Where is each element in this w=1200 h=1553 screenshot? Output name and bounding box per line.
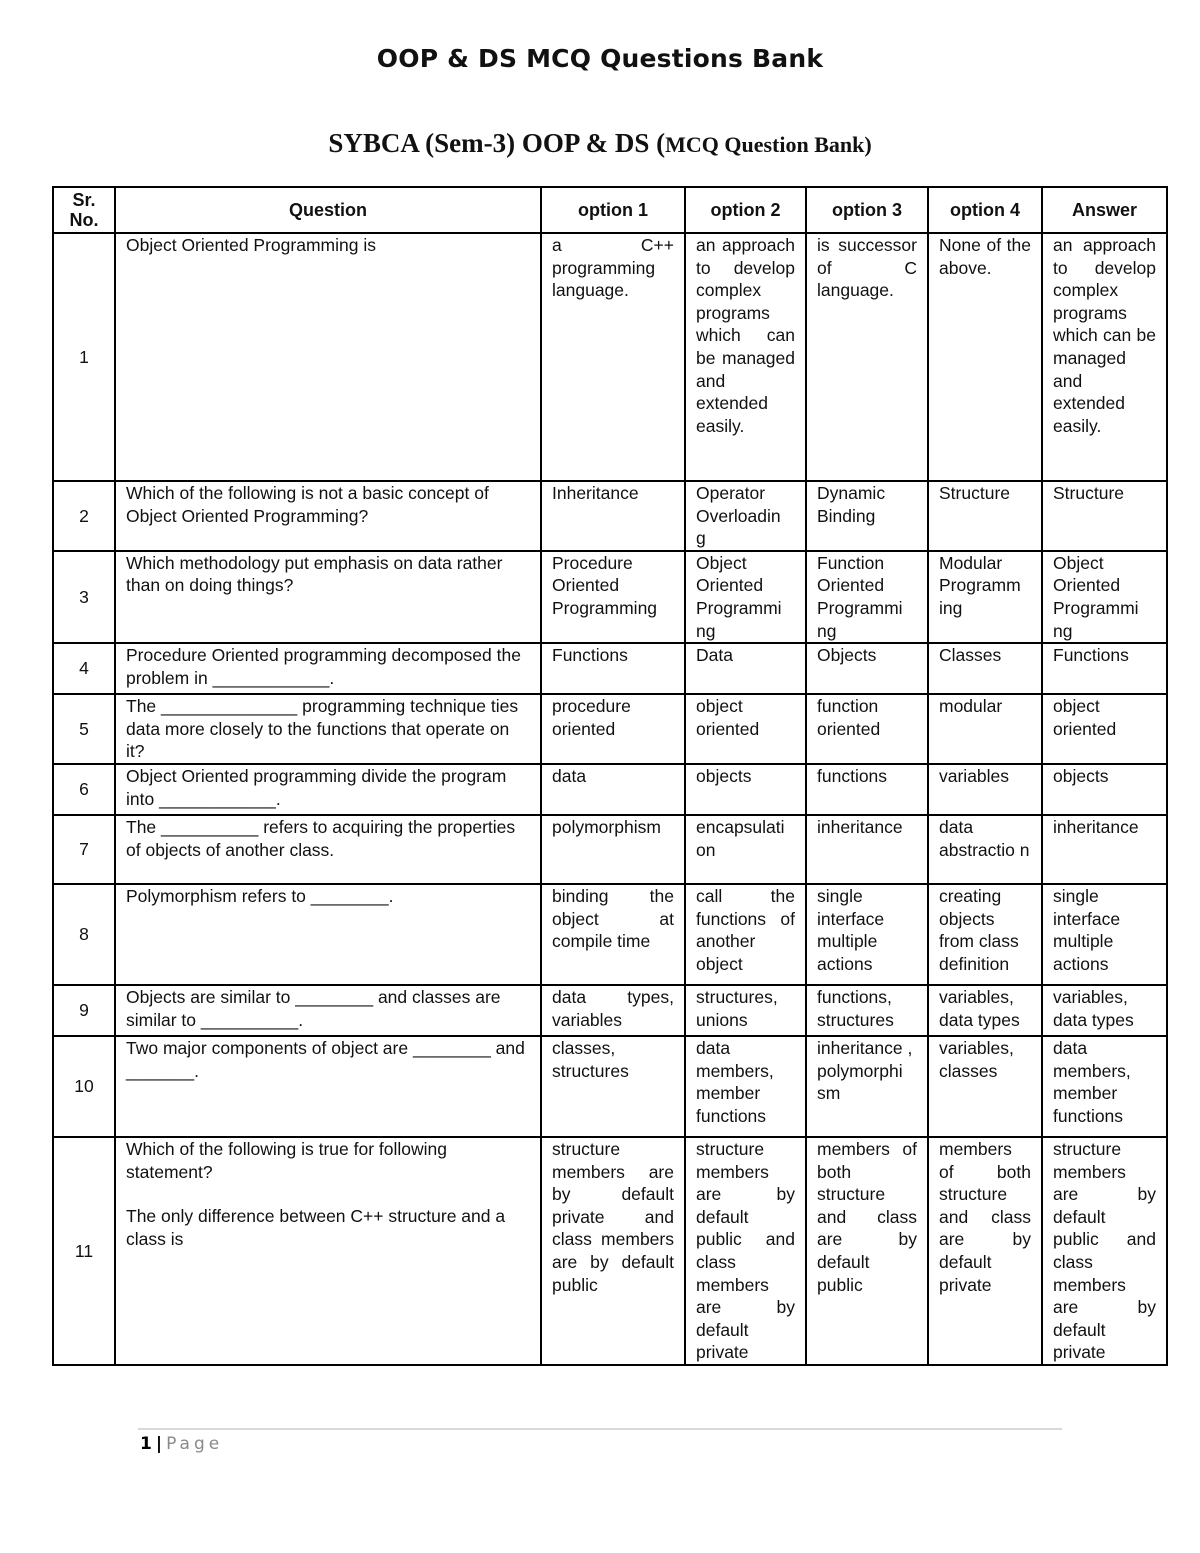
answer-cell: variables, data types [1042,985,1167,1036]
option-1-cell: binding the object at compile time [541,884,685,985]
row-number: 3 [53,551,115,643]
option-2-cell: data members, member functions [685,1036,806,1137]
column-header-option-2: option 2 [685,187,806,233]
option-4-cell: Structure [928,481,1042,551]
question-cell: The ______________ programming technique ties data more closely to the functions that operate on it? [115,694,541,764]
option-2-cell: structures, unions [685,985,806,1036]
option-4-cell: Modular Programm ing [928,551,1042,643]
answer-cell: inheritance [1042,815,1167,884]
document-header: OOP & DS MCQ Questions Bank [376,44,824,73]
table-row [53,643,1167,694]
table-row [53,233,1167,481]
question-text: Which of the following is true for following statement? [126,1138,447,1182]
question-cell [115,1137,541,1365]
row-number: 11 [53,1137,115,1365]
option-2-cell: encapsulati on [685,815,806,884]
table-row [53,764,1167,815]
table-row [53,551,1167,643]
option-2-cell: an approach to develop complex programs which can be managed and extended easily. [685,233,806,481]
footer-divider [138,1428,1062,1430]
option-3-cell: single interface multiple actions [806,884,928,985]
question-cell: Object Oriented programming divide the program into ____________. [115,764,541,815]
row-number: 8 [53,884,115,985]
option-1-cell: a C++ programming language. [541,233,685,481]
option-2-cell: object oriented [685,694,806,764]
option-4-cell: creating objects from class definition [928,884,1042,985]
table-header-row [53,187,1167,233]
column-header-question: Question [115,187,541,233]
question-statement: The only difference between C++ structure and a class is [126,1206,506,1249]
option-3-cell: inheritance , polymorphi sm [806,1036,928,1137]
option-4-cell: None of the above. [928,233,1042,481]
option-1-cell: Procedure Oriented Programming [541,551,685,643]
question-cell: Which of the following is not a basic concept of Object Oriented Programming? [115,481,541,551]
option-4-cell: members of both structure and class are by default private [928,1137,1042,1365]
option-2-cell: Data [685,643,806,694]
option-4-cell: variables [928,764,1042,815]
answer-cell: structure members are by default public and class members are by default private [1042,1137,1167,1365]
column-header-answer: Answer [1042,187,1167,233]
table-row [53,884,1167,985]
table-row [53,694,1167,764]
question-cell: Procedure Oriented programming decomposed the problem in ____________. [115,643,541,694]
option-1-cell: Inheritance [541,481,685,551]
option-3-cell: Dynamic Binding [806,481,928,551]
option-1-cell: Functions [541,643,685,694]
option-2-cell: call the functions of another object [685,884,806,985]
option-3-cell: function oriented [806,694,928,764]
answer-cell: single interface multiple actions [1042,884,1167,985]
table-row [53,1137,1167,1365]
option-3-cell: functions, structures [806,985,928,1036]
option-3-cell: members of both structure and class are by default public [806,1137,928,1365]
question-cell: Polymorphism refers to ________. [115,884,541,985]
option-2-cell: Object Oriented Programmi ng [685,551,806,643]
option-1-cell: data types, variables [541,985,685,1036]
option-1-cell: procedure oriented [541,694,685,764]
option-4-cell: modular [928,694,1042,764]
option-3-cell: Function Oriented Programmi ng [806,551,928,643]
option-1-cell: structure members are by default private and class members are by default public [541,1137,685,1365]
table-row [53,481,1167,551]
row-number: 1 [53,233,115,481]
option-1-cell: data [541,764,685,815]
option-3-cell: inheritance [806,815,928,884]
page-title [0,128,1200,159]
option-4-cell: variables, data types [928,985,1042,1036]
option-2-cell: objects [685,764,806,815]
row-number: 2 [53,481,115,551]
column-header-option-1: option 1 [541,187,685,233]
question-cell: Two major components of object are ________ and _______. [115,1036,541,1137]
answer-cell: data members, member functions [1042,1036,1167,1137]
option-4-cell: data abstractio n [928,815,1042,884]
option-2-cell: structure members are by default public and class members are by default private [685,1137,806,1365]
page-number: 1 [140,1434,152,1454]
question-cell: Which methodology put emphasis on data rather than on doing things? [115,551,541,643]
row-number: 9 [53,985,115,1036]
answer-cell: Structure [1042,481,1167,551]
option-1-cell: polymorphism [541,815,685,884]
column-header-option-4: option 4 [928,187,1042,233]
row-number: 4 [53,643,115,694]
row-number: 6 [53,764,115,815]
table-row [53,985,1167,1036]
option-3-cell: is successor of C language. [806,233,928,481]
option-3-cell: Objects [806,643,928,694]
option-1-cell: classes, structures [541,1036,685,1137]
table-row [53,1036,1167,1137]
footer-separator: | [155,1434,163,1454]
row-number: 10 [53,1036,115,1137]
answer-cell: objects [1042,764,1167,815]
question-cell: Objects are similar to ________ and classes are similar to __________. [115,985,541,1036]
table-row [53,815,1167,884]
mcq-table [52,186,1168,1366]
option-4-cell: Classes [928,643,1042,694]
question-cell: Object Oriented Programming is [115,233,541,481]
page-footer [140,1434,223,1454]
answer-cell: object oriented [1042,694,1167,764]
page-title-rest: MCQ Question Bank) [665,132,872,157]
question-cell: The __________ refers to acquiring the properties of objects of another class. [115,815,541,884]
answer-cell: Functions [1042,643,1167,694]
answer-cell: Object Oriented Programmi ng [1042,551,1167,643]
answer-cell: an approach to develop complex programs which can be managed and extended easily. [1042,233,1167,481]
option-3-cell: functions [806,764,928,815]
column-header-sr-no: Sr. No. [53,187,115,233]
page-label: Page [166,1434,224,1454]
row-number: 5 [53,694,115,764]
row-number: 7 [53,815,115,884]
page-title-main: SYBCA (Sem-3) OOP & DS ( [328,128,666,158]
option-2-cell: Operator Overloadin g [685,481,806,551]
column-header-option-3: option 3 [806,187,928,233]
option-4-cell: variables, classes [928,1036,1042,1137]
